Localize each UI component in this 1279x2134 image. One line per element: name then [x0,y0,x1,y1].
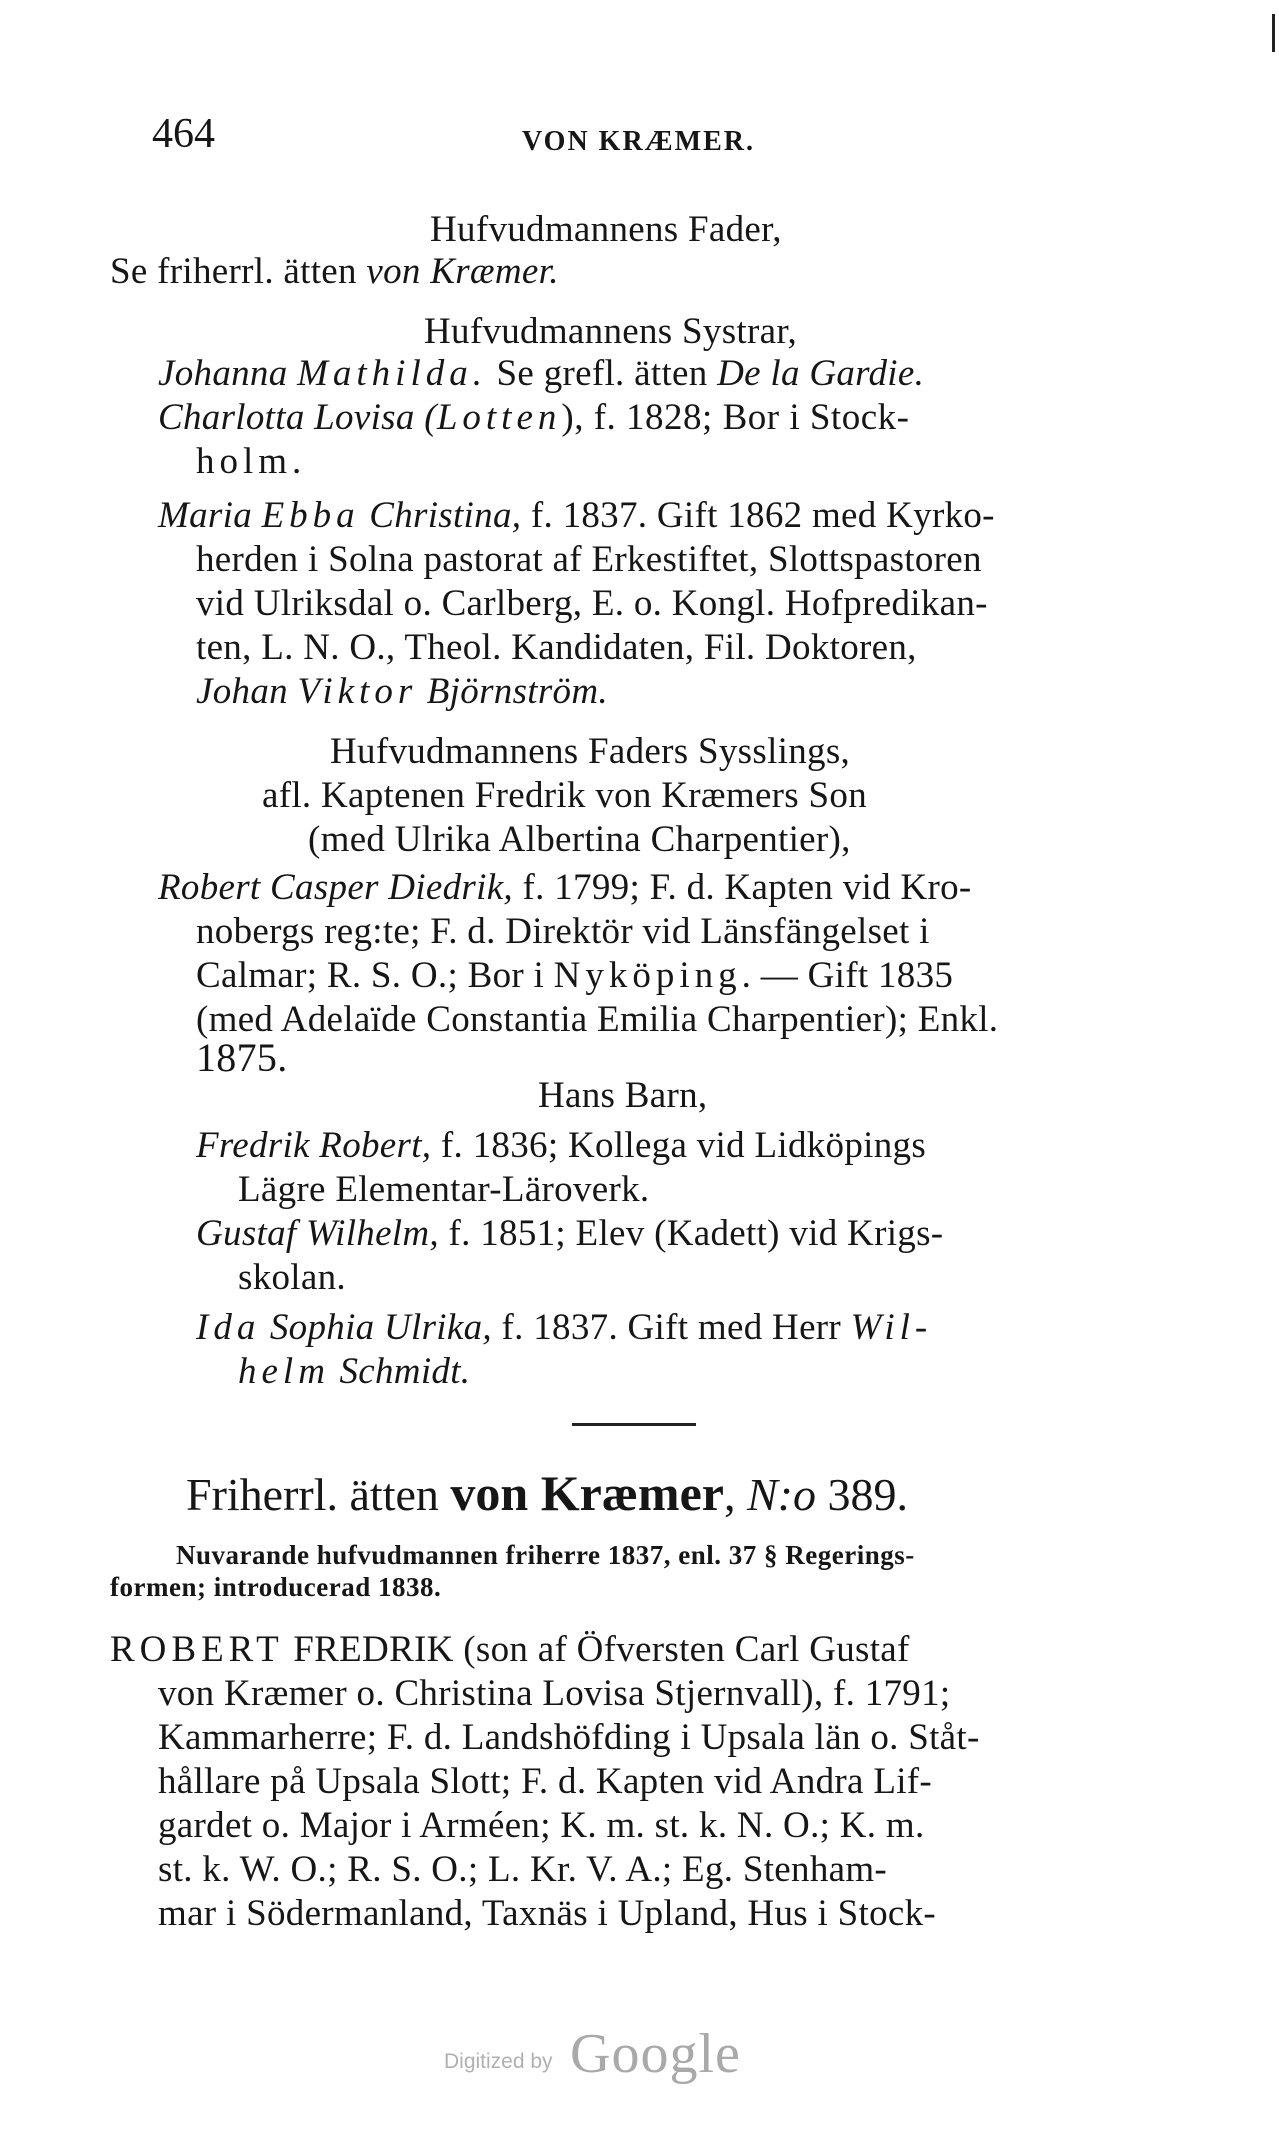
section-note-line2: formen; introducerad 1838. [110,1572,442,1602]
child-ida-line2 [238,1350,470,1394]
robert-fredrik-line5: gardet o. Major i Arméen; K. m. st. k. N. O.; K. m. [158,1805,925,1846]
sister-johanna-first: Johanna [158,353,298,394]
sister-maria-line2: herden i Solna pastorat af Erkestiftet, Slottspastoren [196,539,982,580]
father-reference-house: von Kræmer. [366,251,559,292]
sister-maria-husband-first: Johan [196,671,298,712]
section-title [186,1466,908,1522]
robert-casper-line3 [196,954,953,998]
child-ida-husband-rest: Schmidt. [329,1351,471,1392]
child-ida-spaced: Ida [196,1307,261,1348]
sister-maria-husband-spaced: Viktor [297,671,418,712]
child-ida-text: f. 1837. Gift med Herr [491,1307,851,1348]
child-fredrik-line1 [196,1124,926,1168]
robert-casper-l3-pre: Calmar; R. S. O.; Bor i [196,955,554,996]
sister-johanna [158,352,924,396]
sister-maria-rest: Christina, [359,495,522,536]
robert-fredrik-text: FREDRIK (son af Öfversten Carl Gustaf [283,1629,910,1670]
child-fredrik-name: Fredrik Robert, [196,1125,432,1166]
digitized-by-text: Digitized by [444,2050,553,2073]
robert-fredrik-line4: hållare på Upsala Slott; F. d. Kapten vid Andra Lif- [158,1761,933,1802]
sister-charlotta-line1 [158,396,909,440]
edge-mark [1272,14,1275,52]
sister-johanna-text: Se grefl. ätten [487,353,718,394]
father-reference-text: Se friherrl. ätten [110,251,367,292]
sister-maria-text: f. 1837. Gift 1862 med Kyrko- [521,495,995,536]
section-title-num: 389. [815,1469,908,1520]
robert-fredrik-line2: von Kræmer o. Christina Lovisa Stjernvall), f. 1791; [158,1673,951,1714]
robert-casper-line5: 1875. [196,1035,288,1080]
sister-maria-line5 [196,670,608,714]
robert-fredrik-line7: mar i Södermanland, Taxnäs i Upland, Hus i Stock- [158,1893,937,1934]
child-ida-line1 [196,1306,932,1350]
sister-maria-first: Maria [158,495,262,536]
child-ida-rest: Sophia Ulrika, [260,1307,492,1348]
robert-fredrik-line6: st. k. W. O.; R. S. O.; L. Kr. V. A.; Eg. Stenham- [158,1849,888,1890]
heading-sisters: Hufvudmannens Systrar, [424,311,798,352]
sister-charlotta-first: Charlotta Lovisa ( [158,397,437,438]
section-title-no: N:o [746,1469,816,1520]
father-reference [110,250,559,294]
section-title-comma: , [723,1469,747,1520]
child-gustaf-text: f. 1851; Elev (Kadett) vid Krigs- [438,1213,944,1254]
robert-casper-name: Robert Casper Diedrik, [158,867,513,908]
robert-fredrik-line1 [110,1628,910,1672]
child-ida-spaced2: Wil- [850,1307,933,1348]
running-title: VON KRÆMER. [522,126,755,157]
sister-charlotta-text: ), f. 1828; Bor i Stock- [561,397,910,438]
sister-johanna-house: De la Gardie. [717,353,925,394]
sister-charlotta-line2: holm. [196,441,307,482]
child-gustaf-line1 [196,1212,943,1256]
sister-maria-spaced: Ebba [261,495,360,536]
section-divider [572,1423,696,1426]
sister-maria-line4: ten, L. N. O., Theol. Kandidaten, Fil. Doktoren, [196,627,917,668]
robert-casper-l3-post: . — Gift 1835 [741,955,954,996]
robert-casper-line1 [158,866,972,910]
heading-father: Hufvudmannens Fader, [430,209,782,250]
google-watermark-logo: Google [570,2023,741,2085]
child-fredrik-line2: Lägre Elementar-Läroverk. [238,1169,650,1210]
robert-fredrik-line3: Kammarherre; F. d. Landshöfding i Upsala län o. Ståt- [158,1717,980,1758]
sister-charlotta-spaced: Lotten [436,397,562,438]
child-fredrik-text: f. 1836; Kollega vid Lidköpings [431,1125,927,1166]
heading-sysslings-line2: afl. Kaptenen Fredrik von Kræmers Son [262,775,868,816]
heading-sysslings-line1: Hufvudmannens Faders Sysslings, [330,731,851,772]
child-gustaf-line2: skolan. [238,1257,346,1298]
sister-maria-husband-rest: Björnström. [417,671,608,712]
robert-casper-line4: (med Adelaïde Constantia Emilia Charpentier); Enkl. [196,999,999,1040]
section-title-pre: Friherrl. ätten [186,1469,451,1520]
section-note-line1: Nuvarande hufvudmannen friherre 1837, enl. 37 § Regerings- [176,1540,915,1570]
robert-casper-line2: nobergs reg:te; F. d. Direktör vid Länsfängelset i [196,911,930,952]
robert-fredrik-spaced: ROBERT [110,1629,284,1670]
child-gustaf-name: Gustaf Wilhelm, [196,1213,439,1254]
robert-casper-text: f. 1799; F. d. Kapten vid Kro- [512,867,972,908]
sister-johanna-spaced: Mathilda. [297,353,487,394]
robert-casper-l3-spaced: Nyköping [553,955,742,996]
heading-sysslings-line3: (med Ulrika Albertina Charpentier), [308,819,851,860]
section-title-name: von Kræmer [450,1465,724,1521]
child-ida-husband-spaced: helm [238,1351,330,1392]
page-number: 464 [152,111,215,157]
heading-children: Hans Barn, [538,1075,708,1116]
sister-maria-line3: vid Ulriksdal o. Carlberg, E. o. Kongl. Hofpredikan- [196,583,988,624]
sister-maria-line1 [158,494,995,538]
